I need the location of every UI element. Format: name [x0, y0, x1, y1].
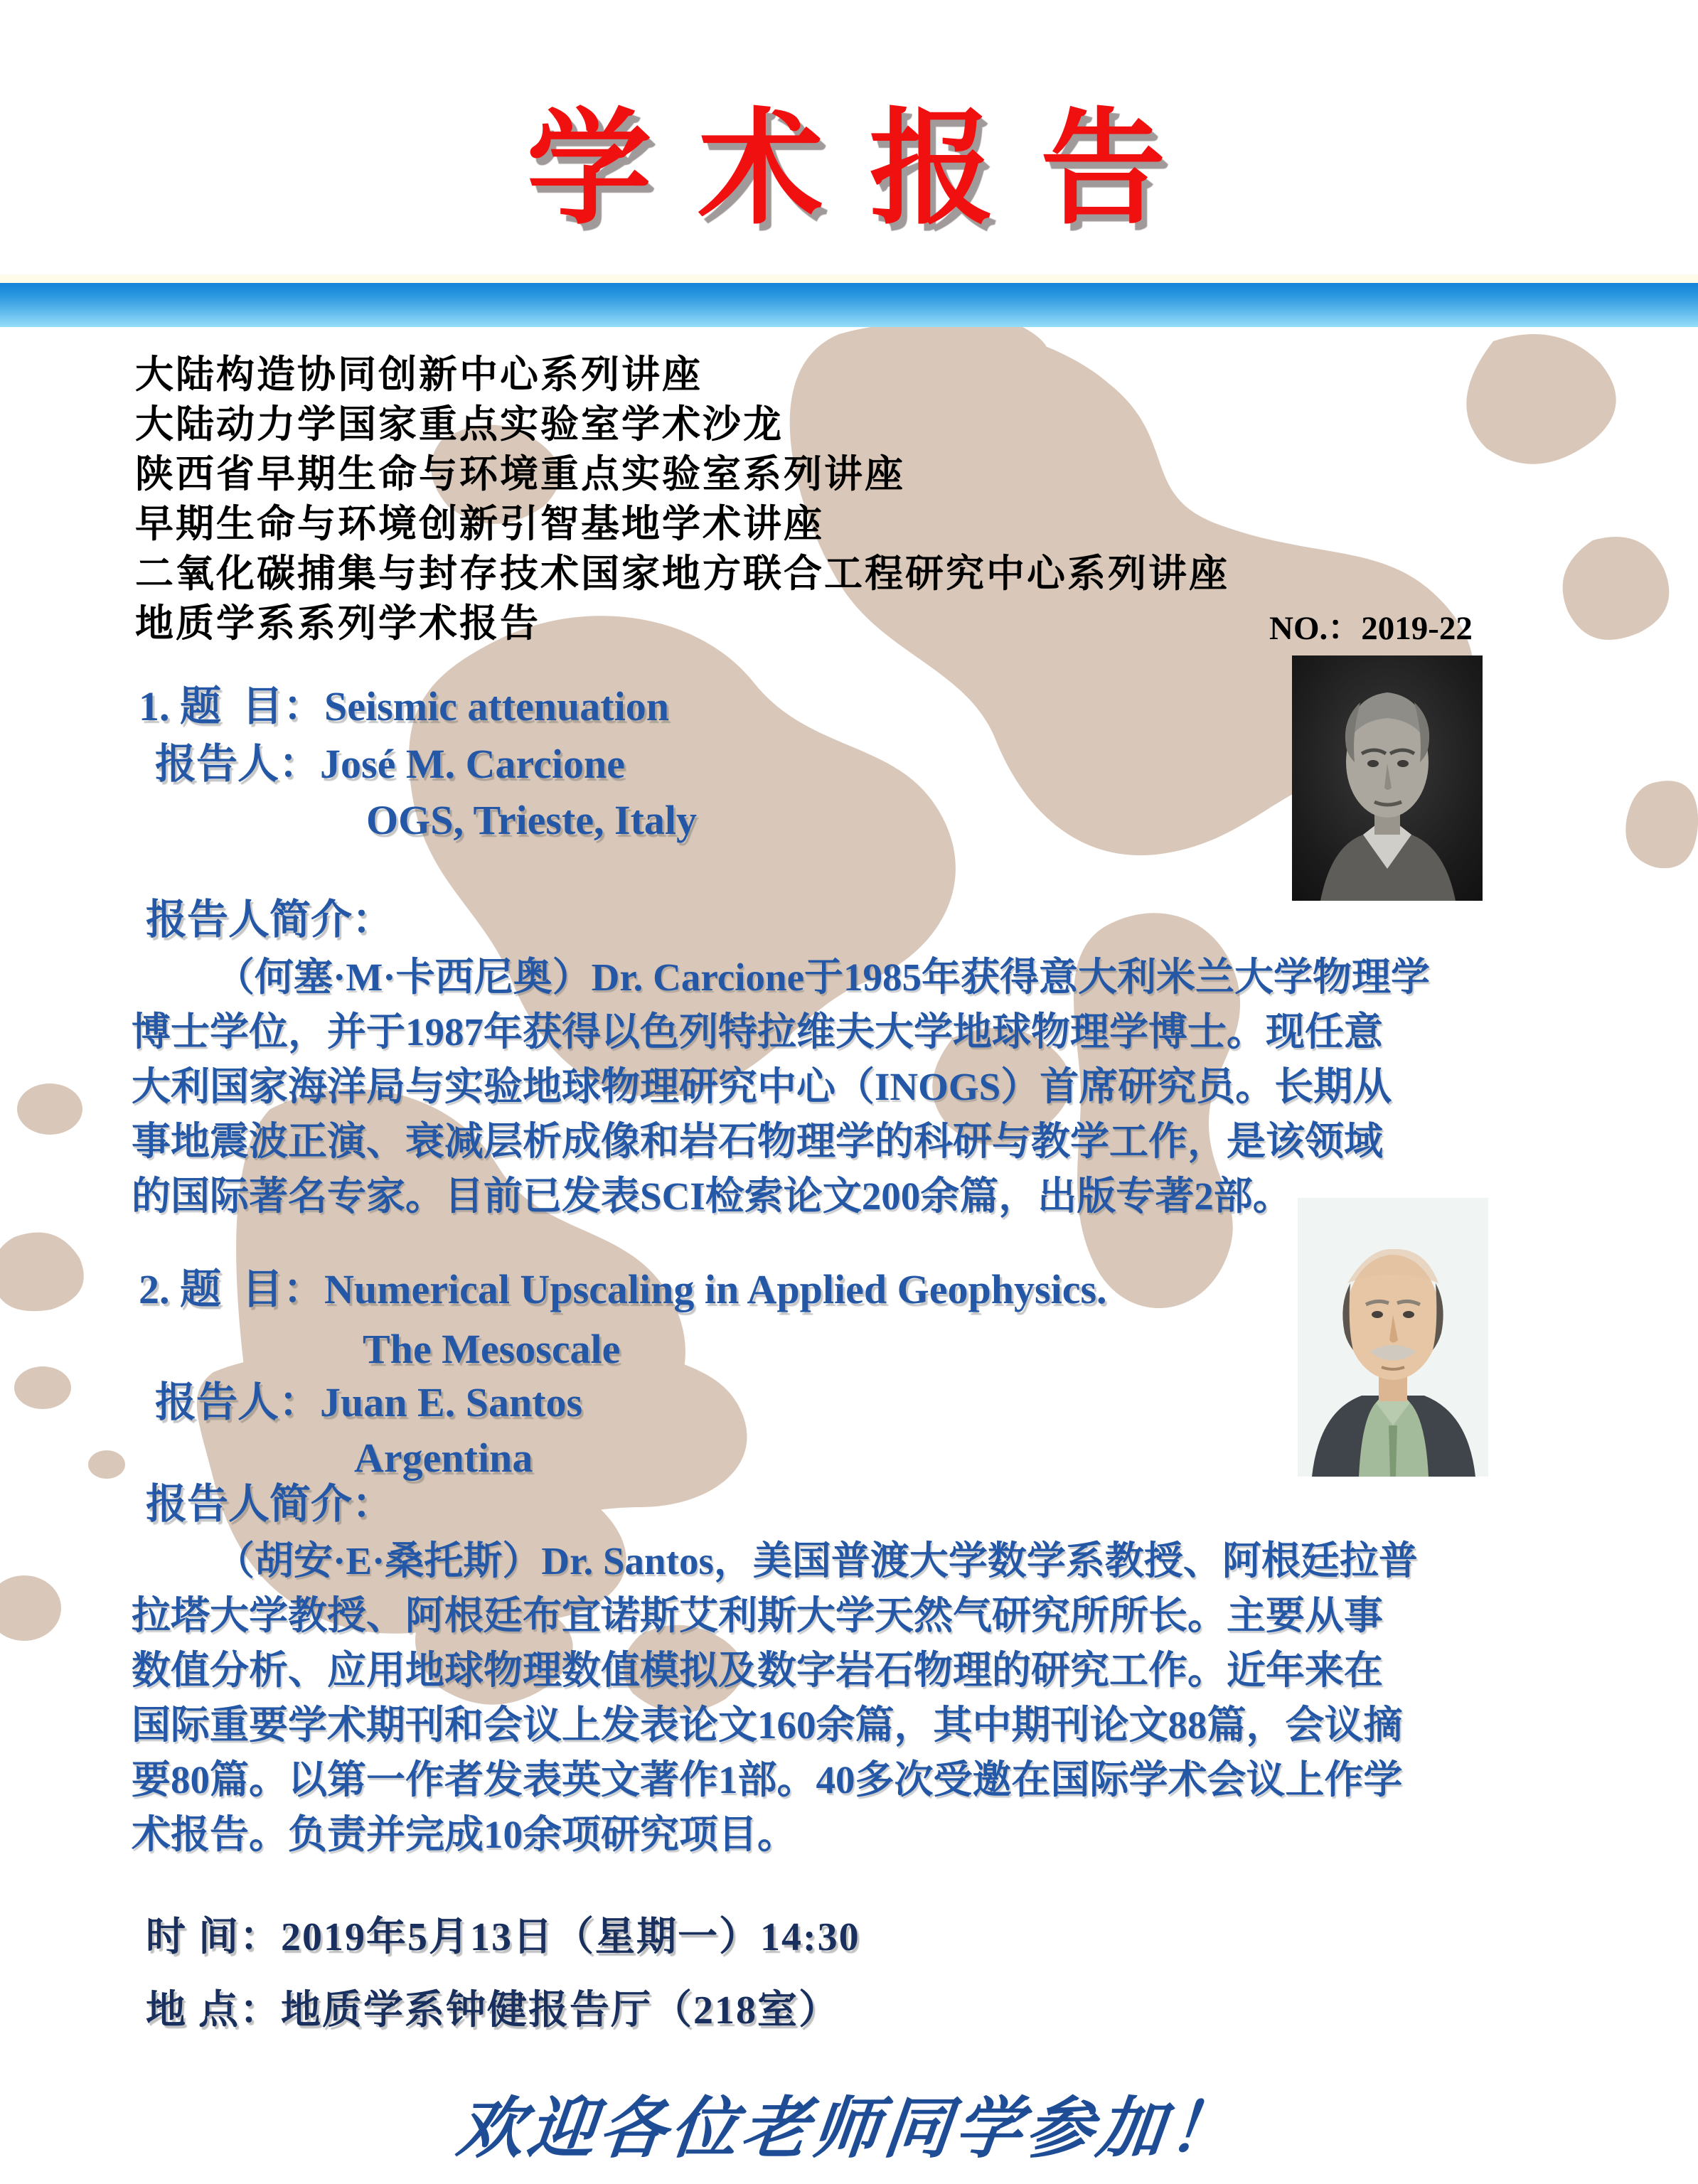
location-value: 地质学系钟健报告厅（218室） — [281, 1988, 840, 2033]
lecture-series-list — [135, 350, 1229, 648]
talk2-bio — [132, 1533, 1582, 1862]
bio-line: 大利国家海洋局与实验地球物理研究中心（INOGS）首席研究员。长期从 — [132, 1065, 1392, 1108]
time-value: 2019年5月13日（星期一）14:30 — [281, 1915, 860, 1959]
talk1-speaker-line — [155, 742, 625, 787]
talk2-title-label: 2. 题 目： — [139, 1266, 325, 1312]
org-line: 大陆构造协同创新中心系列讲座 — [135, 353, 703, 396]
talk2-title-line — [139, 1267, 1107, 1312]
bio-line: 术报告。负责并完成10余项研究项目。 — [132, 1813, 797, 1856]
org-line: 陕西省早期生命与环境重点实验室系列讲座 — [135, 453, 905, 496]
bio-line: 要80篇。以第一作者发表英文著作1部。40多次受邀在国际学术会议上作学 — [132, 1758, 1403, 1802]
accent-strip — [0, 274, 1698, 283]
bio-line: 国际重要学术期刊和会议上发表论文160余篇，其中期刊论文88篇，会议摘 — [132, 1703, 1403, 1747]
org-line: 大陆动力学国家重点实验室学术沙龙 — [135, 403, 784, 446]
talk1-title-label: 1. 题 目： — [139, 683, 325, 729]
talk2-speaker-line — [155, 1380, 582, 1425]
talk2-title: Numerical Upscaling in Applied Geophysics. — [324, 1266, 1107, 1312]
speaker2-photo — [1298, 1198, 1488, 1477]
time-line — [146, 1905, 860, 1962]
talk2-speaker-label: 报告人： — [155, 1379, 321, 1425]
time-label: 时 间： — [146, 1915, 281, 1959]
blue-divider-bar — [0, 283, 1698, 327]
location-line — [146, 1979, 840, 2035]
talk1-affiliation: OGS, Trieste, Italy — [366, 797, 698, 843]
talk2-speaker: Juan E. Santos — [320, 1379, 583, 1425]
talk1-speaker-label: 报告人： — [155, 741, 321, 787]
speaker1-photo — [1292, 655, 1483, 901]
welcome-line: 欢迎各位老师同学参加！ — [453, 2092, 1244, 2166]
talk2-affiliation: Argentina — [354, 1435, 533, 1481]
bio-line: （何塞·M·卡西尼奥）Dr. Carcione于1985年获得意大利米兰大学物理学 — [215, 956, 1431, 999]
org-line: 地质学系系列学术报告 — [135, 602, 540, 645]
org-line: 二氧化碳捕集与封存技术国家地方联合工程研究中心系列讲座 — [135, 552, 1229, 595]
bio-line: 拉塔大学教授、阿根廷布宜诺斯艾利斯大学天然气研究所所长。主要从事 — [132, 1594, 1384, 1637]
talk1-bio-label: 报告人简介： — [146, 896, 394, 943]
poster-title: 学 术 报 告 — [526, 100, 1172, 239]
issue-number: NO.：2019-22 — [1269, 610, 1473, 647]
talk1-bio — [132, 950, 1582, 1224]
location-label: 地 点： — [146, 1988, 281, 2033]
talk1-title-line — [139, 684, 669, 729]
bio-line: 博士学位，并于1987年获得以色列特拉维夫大学地球物理学博士。现任意 — [132, 1010, 1384, 1054]
talk2-bio-label: 报告人简介： — [146, 1481, 394, 1527]
talk2-title-line2: The Mesoscale — [363, 1326, 621, 1372]
bio-line: 数值分析、应用地球物理数值模拟及数字岩石物理的研究工作。近年来在 — [132, 1649, 1384, 1692]
bio-line: 事地震波正演、衰减层析成像和岩石物理学的科研与教学工作，是该领域 — [132, 1120, 1384, 1163]
talk1-speaker: José M. Carcione — [320, 741, 626, 787]
talk1-title: Seismic attenuation — [324, 683, 669, 729]
bio-line: （胡安·E·桑托斯）Dr. Santos，美国普渡大学数学系教授、阿根廷拉普 — [215, 1539, 1418, 1583]
org-line: 早期生命与环境创新引智基地学术讲座 — [135, 503, 824, 545]
bio-line: 的国际著名专家。目前已发表SCI检索论文200余篇，出版专著2部。 — [132, 1174, 1292, 1218]
